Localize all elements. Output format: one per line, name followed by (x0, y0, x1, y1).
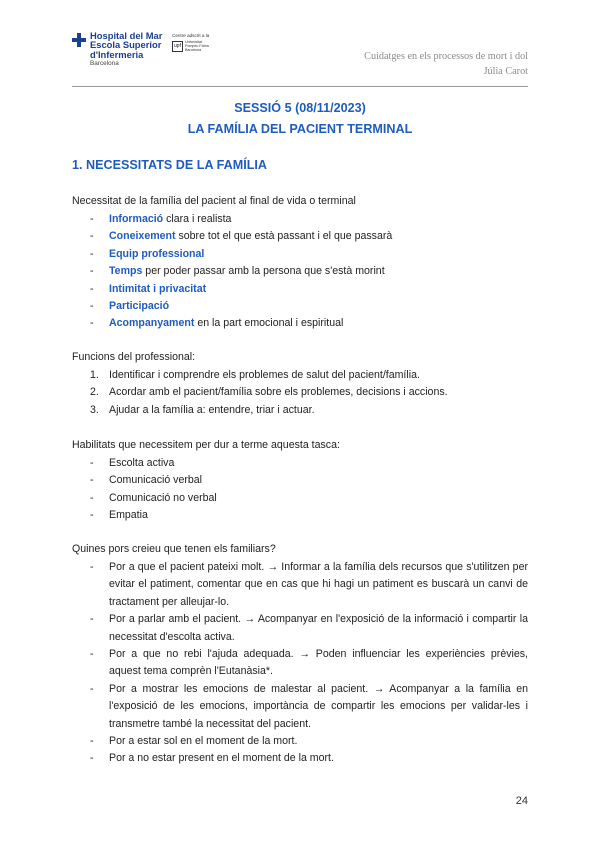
list-item: 1. Identificar i comprendre els problemes de salut del pacient/família. (90, 369, 420, 381)
page-header (364, 49, 528, 79)
list-item: - Equip professional (90, 247, 205, 260)
functions-intro: Funcions del professional: (72, 351, 196, 363)
list-item: 3. Ajudar a la família a: entendre, triar i actuar. (90, 403, 315, 416)
functions-list (90, 367, 528, 419)
upf-line-3: Barcelona (185, 48, 202, 52)
list-item: - Intimitat i privacitat (90, 282, 207, 295)
list-item: - Informació clara i realista (90, 213, 232, 225)
upf-line-1: Universitat (185, 40, 202, 44)
list-item: - Participació (90, 299, 170, 312)
list-item: - Coneixement sobre tot el que està passant i el que passarà (90, 230, 393, 243)
fears-intro: Quines pors creieu que tenen els familiars? (72, 543, 276, 555)
upf-mark: upf (172, 41, 183, 52)
cross-icon (72, 33, 86, 47)
needs-intro: Necessitat de la família del pacient al final de vida o terminal (72, 195, 356, 207)
list-item: - Comunicació verbal (90, 474, 203, 487)
list-item: - Por a no estar present en el moment de la mort. (90, 752, 334, 765)
section-heading: 1. NECESSITATS DE LA FAMÍLIA (72, 158, 267, 172)
skills-list (90, 455, 528, 525)
list-item: - Por a que no rebi l'ajuda adequada. → Poden influenciar les experiències prèvies, aquest tema comprèn l'Eutanàsia*. (90, 648, 528, 678)
list-item: - Empatia (90, 509, 148, 522)
upf-line-2: Pompeu Fabra (185, 44, 209, 48)
list-item: - Por a que el pacient pateixi molt. → Informar a la família dels recursos que s'utilitzen per evitar el patiment, comentar que en cas que hi hagi un patiment es buscarà un canvi de tractament per alleujar-lo. (90, 561, 528, 608)
list-item: - Acompanyament en la part emocional i espiritual (90, 317, 344, 330)
logo-line-2: Escola Superior (90, 39, 162, 51)
header-subject: Cuidatges en els processos de mort i dol (364, 51, 528, 62)
list-item: - Por a parlar amb el pacient. → Acompanyar en l'exposició de la informació i compartir la necessitat d'escolta activa. (90, 613, 528, 643)
list-item: - Temps per poder passar amb la persona que s'està morint (90, 265, 385, 278)
logo-line-1: Hospital del Mar (90, 30, 163, 41)
list-item: - Escolta activa (90, 457, 175, 469)
needs-list (90, 211, 528, 333)
list-item: - Por a estar sol en el moment de la mort. (90, 735, 298, 748)
fears-list (90, 559, 528, 768)
header-author: Júlia Carot (483, 66, 528, 77)
hospital-del-mar-logo (72, 31, 162, 69)
logo-line-3: d'Infermeria (90, 48, 144, 60)
session-title: SESSIÓ 5 (08/11/2023) (234, 101, 366, 115)
header-divider (72, 86, 528, 87)
list-item: - Por a mostrar les emocions de malestar al pacient. → Acompanyar a la família en l'exposició de les emocions, importància de compartir les emocions per validar-les i transmetre també la necessitat del pacient. (90, 682, 528, 730)
list-item: - Comunicació no verbal (90, 491, 217, 504)
list-item: 2. Acordar amb el pacient/família sobre els problemes, decisions i accions. (90, 386, 448, 399)
skills-intro: Habilitats que necessitem per dur a terme aquesta tasca: (72, 439, 340, 451)
upf-top-text: Centre adscrit a la (172, 33, 210, 38)
page-number: 24 (515, 795, 528, 807)
logo-line-4: Barcelona (90, 60, 119, 68)
session-subtitle: LA FAMÍLIA DEL PACIENT TERMINAL (187, 122, 413, 136)
upf-logo (172, 33, 214, 55)
